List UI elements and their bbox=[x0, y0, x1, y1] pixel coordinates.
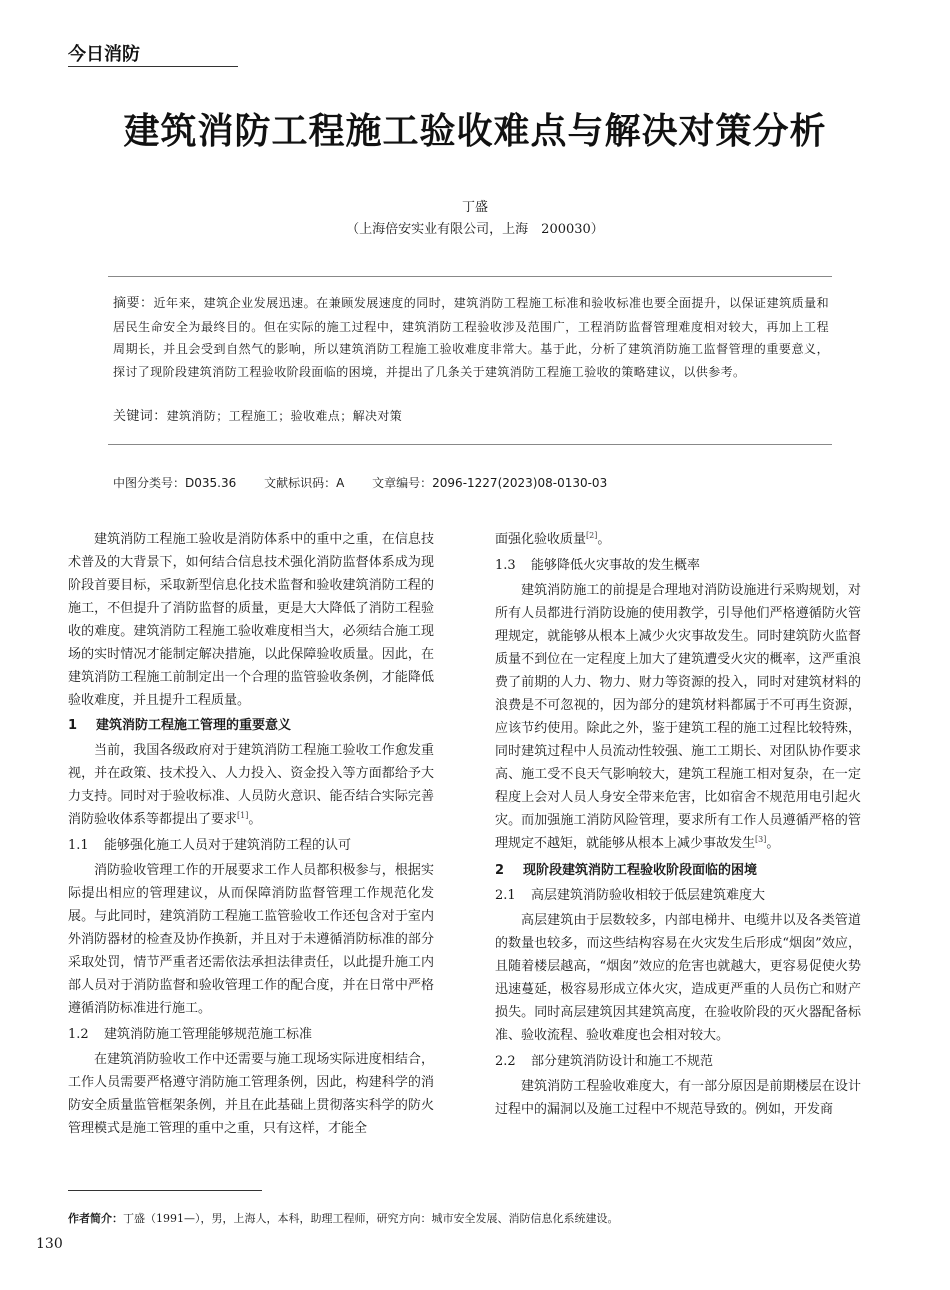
section-1-paragraph: 当前，我国各级政府对于建筑消防工程施工验收工作愈发重视，并在政策、技术投入、人力投入、资金投入等方面都给予大力支持。同时对于验收标准、人员防火意识、能否结合实际完善消防验收体系等都提出了要求[1]。 bbox=[68, 743, 434, 827]
author-affiliation: （上海倍安实业有限公司，上海 200030） bbox=[346, 222, 604, 237]
author-note bbox=[68, 1210, 619, 1226]
journal-column-name: 今日消防 bbox=[68, 44, 140, 65]
author-note-label: 作者简介： bbox=[68, 1212, 123, 1225]
section-1-heading: 1 建筑消防工程施工管理的重要意义 bbox=[68, 718, 292, 733]
citation-ref: [1] bbox=[237, 811, 249, 820]
section-2-1-paragraph: 高层建筑由于层数较多，内部电梯井、电缆井以及各类管道的数量也较多，而这些结构容易在火灾发生后形成“烟囱”效应，且随着楼层越高，“烟囱”效应的危害也就越大，更容易促使火势迅速蔓延，极容易形成立体火灾，造成更严重的人员伤亡和财产损失。同时高层建筑因其建筑高度，在验收阶段的灭火器配备标准、验收流程、验收难度也会相对较大。 bbox=[495, 913, 861, 1043]
right-column bbox=[495, 528, 861, 1121]
author-note-text: 丁盛（1991—），男，上海人，本科，助理工程师，研究方向：城市安全发展、消防信息化系统建设。 bbox=[123, 1212, 619, 1225]
left-column bbox=[68, 528, 434, 1140]
intro-paragraph: 建筑消防工程施工验收是消防体系中的重中之重，在信息技术普及的大背景下，如何结合信息技术强化消防监督体系成为现阶段首要目标，采取新型信息化技术监督和验收建筑消防工程的施工，不但提升了消防监督的质量，更是大大降低了消防工程验收的难度。建筑消防工程施工验收难度相当大，必须结合施工现场的实时情况才能制定解决措施，以此保障验收质量。因此，在建筑消防工程施工前制定出一个合理的监管验收条例，才能降低验收难度，并且提升工程质量。 bbox=[68, 532, 434, 708]
page-number: 130 bbox=[36, 1236, 63, 1252]
keywords-label: 关键词： bbox=[113, 409, 167, 424]
abstract-top-rule bbox=[108, 276, 832, 277]
citation-ref: [2] bbox=[586, 531, 598, 540]
section-1-1-paragraph: 消防验收管理工作的开展要求工作人员都积极参与，根据实际提出相应的管理建议，从而保障消防监督管理工作规范化发展。与此同时，建筑消防工程施工监管验收工作还包含对于室内外消防器材的检查及协作换新，并且对于未遵循消防标准的部分采取处罚，情节严重者还需依法承担法律责任，以此提升施工内部人员对于消防监督和验收管理工作的配合度，并在日常中严格遵循消防标准进行施工。 bbox=[68, 863, 434, 1016]
article-title: 建筑消防工程施工验收难点与解决对策分析 bbox=[123, 110, 827, 152]
section-1-2-heading: 1.2 建筑消防施工管理能够规范施工标准 bbox=[68, 1027, 313, 1042]
section-2-heading: 2 现阶段建筑消防工程验收阶段面临的困境 bbox=[495, 863, 758, 878]
section-2-2-heading: 2.2 部分建筑消防设计和施工不规范 bbox=[495, 1054, 714, 1069]
header-divider bbox=[68, 66, 238, 67]
section-1-3-heading: 1.3 能够降低火灾事故的发生概率 bbox=[495, 558, 701, 573]
section-2-2-paragraph: 建筑消防工程验收难度大，有一部分原因是前期楼层在设计过程中的漏洞以及施工过程中不规范导致的。例如，开发商 bbox=[495, 1079, 861, 1117]
footnote-divider bbox=[68, 1190, 262, 1191]
abstract-block bbox=[113, 292, 829, 383]
section-2-1-heading: 2.1 高层建筑消防验收相较于低层建筑难度大 bbox=[495, 888, 766, 903]
article-number: 文章编号：2096-1227(2023)08-0130-03 bbox=[372, 476, 608, 490]
abstract-label: 摘要： bbox=[113, 296, 154, 311]
keywords-line bbox=[113, 405, 402, 424]
abstract-bottom-rule bbox=[108, 444, 832, 445]
classification-line bbox=[113, 474, 631, 491]
section-1-1-heading: 1.1 能够强化施工人员对于建筑消防工程的认可 bbox=[68, 838, 352, 853]
clc-number: 中图分类号：D035.36 bbox=[113, 476, 237, 490]
abstract-text: 近年来，建筑企业发展迅速。在兼顾发展速度的同时，建筑消防工程施工标准和验收标准也要全面提升，以保证建筑质量和居民生命安全为最终目的。但在实际的施工过程中，建筑消防工程验收涉及范围广，工程消防监督管理难度相对较大，再加上工程周期长，并且会受到自然气的影响，所以建筑消防工程施工验收难度非常大。基于此，分析了建筑消防施工监督管理的重要意义，探讨了现阶段建筑消防工程验收阶段面临的困境，并提出了几条关于建筑消防工程施工验收的策略建议，以供参考。 bbox=[113, 296, 830, 379]
document-code: 文献标识码：A bbox=[264, 476, 345, 490]
citation-ref: [3] bbox=[755, 835, 767, 844]
article-author: 丁盛 bbox=[461, 200, 488, 215]
continued-paragraph: 面强化验收质量[2]。 bbox=[495, 531, 611, 547]
keywords-text: 建筑消防；工程施工；验收难点；解决对策 bbox=[166, 409, 403, 423]
section-1-2-paragraph: 在建筑消防验收工作中还需要与施工现场实际进度相结合，工作人员需要严格遵守消防施工管理条例，因此，构建科学的消防安全质量监管框架条例，并且在此基础上贯彻落实科学的防火管理模式是施工管理的重中之重，只有这样，才能全 bbox=[68, 1052, 434, 1136]
section-1-3-paragraph: 建筑消防施工的前提是合理地对消防设施进行采购规划，对所有人员都进行消防设施的使用教学，引导他们严格遵循防火管理规定，就能够从根本上减少火灾事故发生。同时建筑防火监督质量不到位在一定程度上加大了建筑遭受火灾的概率，这严重浪费了前期的人力、物力、财力等资源的投入，同时对建筑材料的浪费是不可忽视的，因为部分的建筑材料都属于不可再生资源，应该节约使用。除此之外，鉴于建筑工程的施工过程比较特殊，同时建筑过程中人员流动性较强、施工工期长、对团队协作要求高、施工受不良天气影响较大，建筑工程施工相对复杂，在一定程度上会对人员人身安全带来危害，比如宿舍不规范用电引起火灾。而加强施工消防风险管理，要求所有工作人员遵循严格的管理规定不越矩，就能够从根本上减少事故发生[3]。 bbox=[495, 583, 861, 851]
